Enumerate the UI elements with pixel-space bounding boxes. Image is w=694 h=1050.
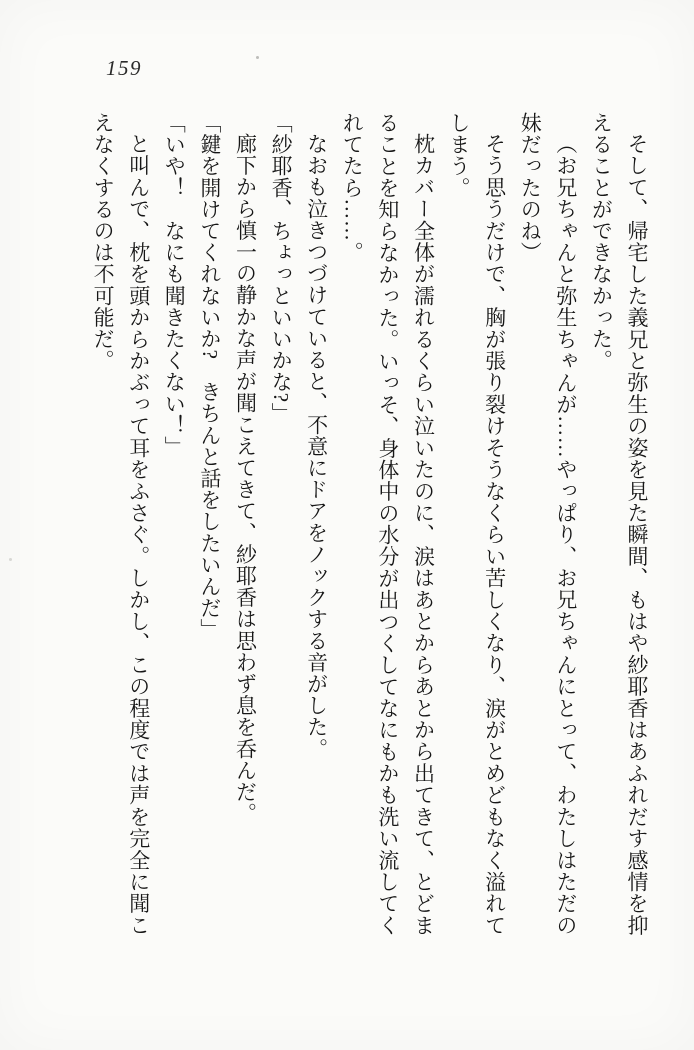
paragraph-dialogue: 「いや！ なにも聞きたくない！」	[162, 112, 187, 458]
paragraph: と叫んで、枕を頭からかぶって耳をふさぐ。しかし、この程度では声を完全に聞こえなくするのは不可能だ。	[91, 112, 151, 936]
scan-speck	[256, 56, 259, 59]
paragraph: そして、帰宅した義兄と弥生の姿を見た瞬間、もはや紗耶香はあふれだす感情を抑えることができなかった。	[589, 112, 649, 936]
paragraph-dialogue: 「鍵を開けてくれないか? きちんと話をしたいんだ」	[197, 112, 222, 641]
paragraph: なおも泣きつづけていると、不意にドアをノックする音がした。	[304, 133, 329, 760]
paragraph: 廊下から慎一の静かな声が聞こえてきて、紗耶香は思わず息を呑んだ。	[233, 133, 258, 825]
paragraph: そう思うだけで、胸が張り裂けそうなくらい苦しくなり、涙がとめどもなく溢れてしまう。	[447, 112, 507, 936]
paragraph: （お兄ちゃんと弥生ちゃんが……やっぱり、お兄ちゃんにとって、わたしはただの妹だったのね）	[518, 112, 578, 936]
scan-speck	[9, 558, 12, 561]
body-text	[85, 112, 655, 936]
page-number: 159	[106, 56, 142, 80]
paragraph: 枕カバー全体が濡れるくらい泣いたのに、涙はあとからあとから出てきて、とどまることを知らなかった。いっそ、身体中の水分が出つくしてなにもかも洗い流してくれてたら……。	[340, 112, 436, 936]
paragraph-dialogue: 「紗耶香、ちょっといいかな?」	[269, 112, 294, 425]
